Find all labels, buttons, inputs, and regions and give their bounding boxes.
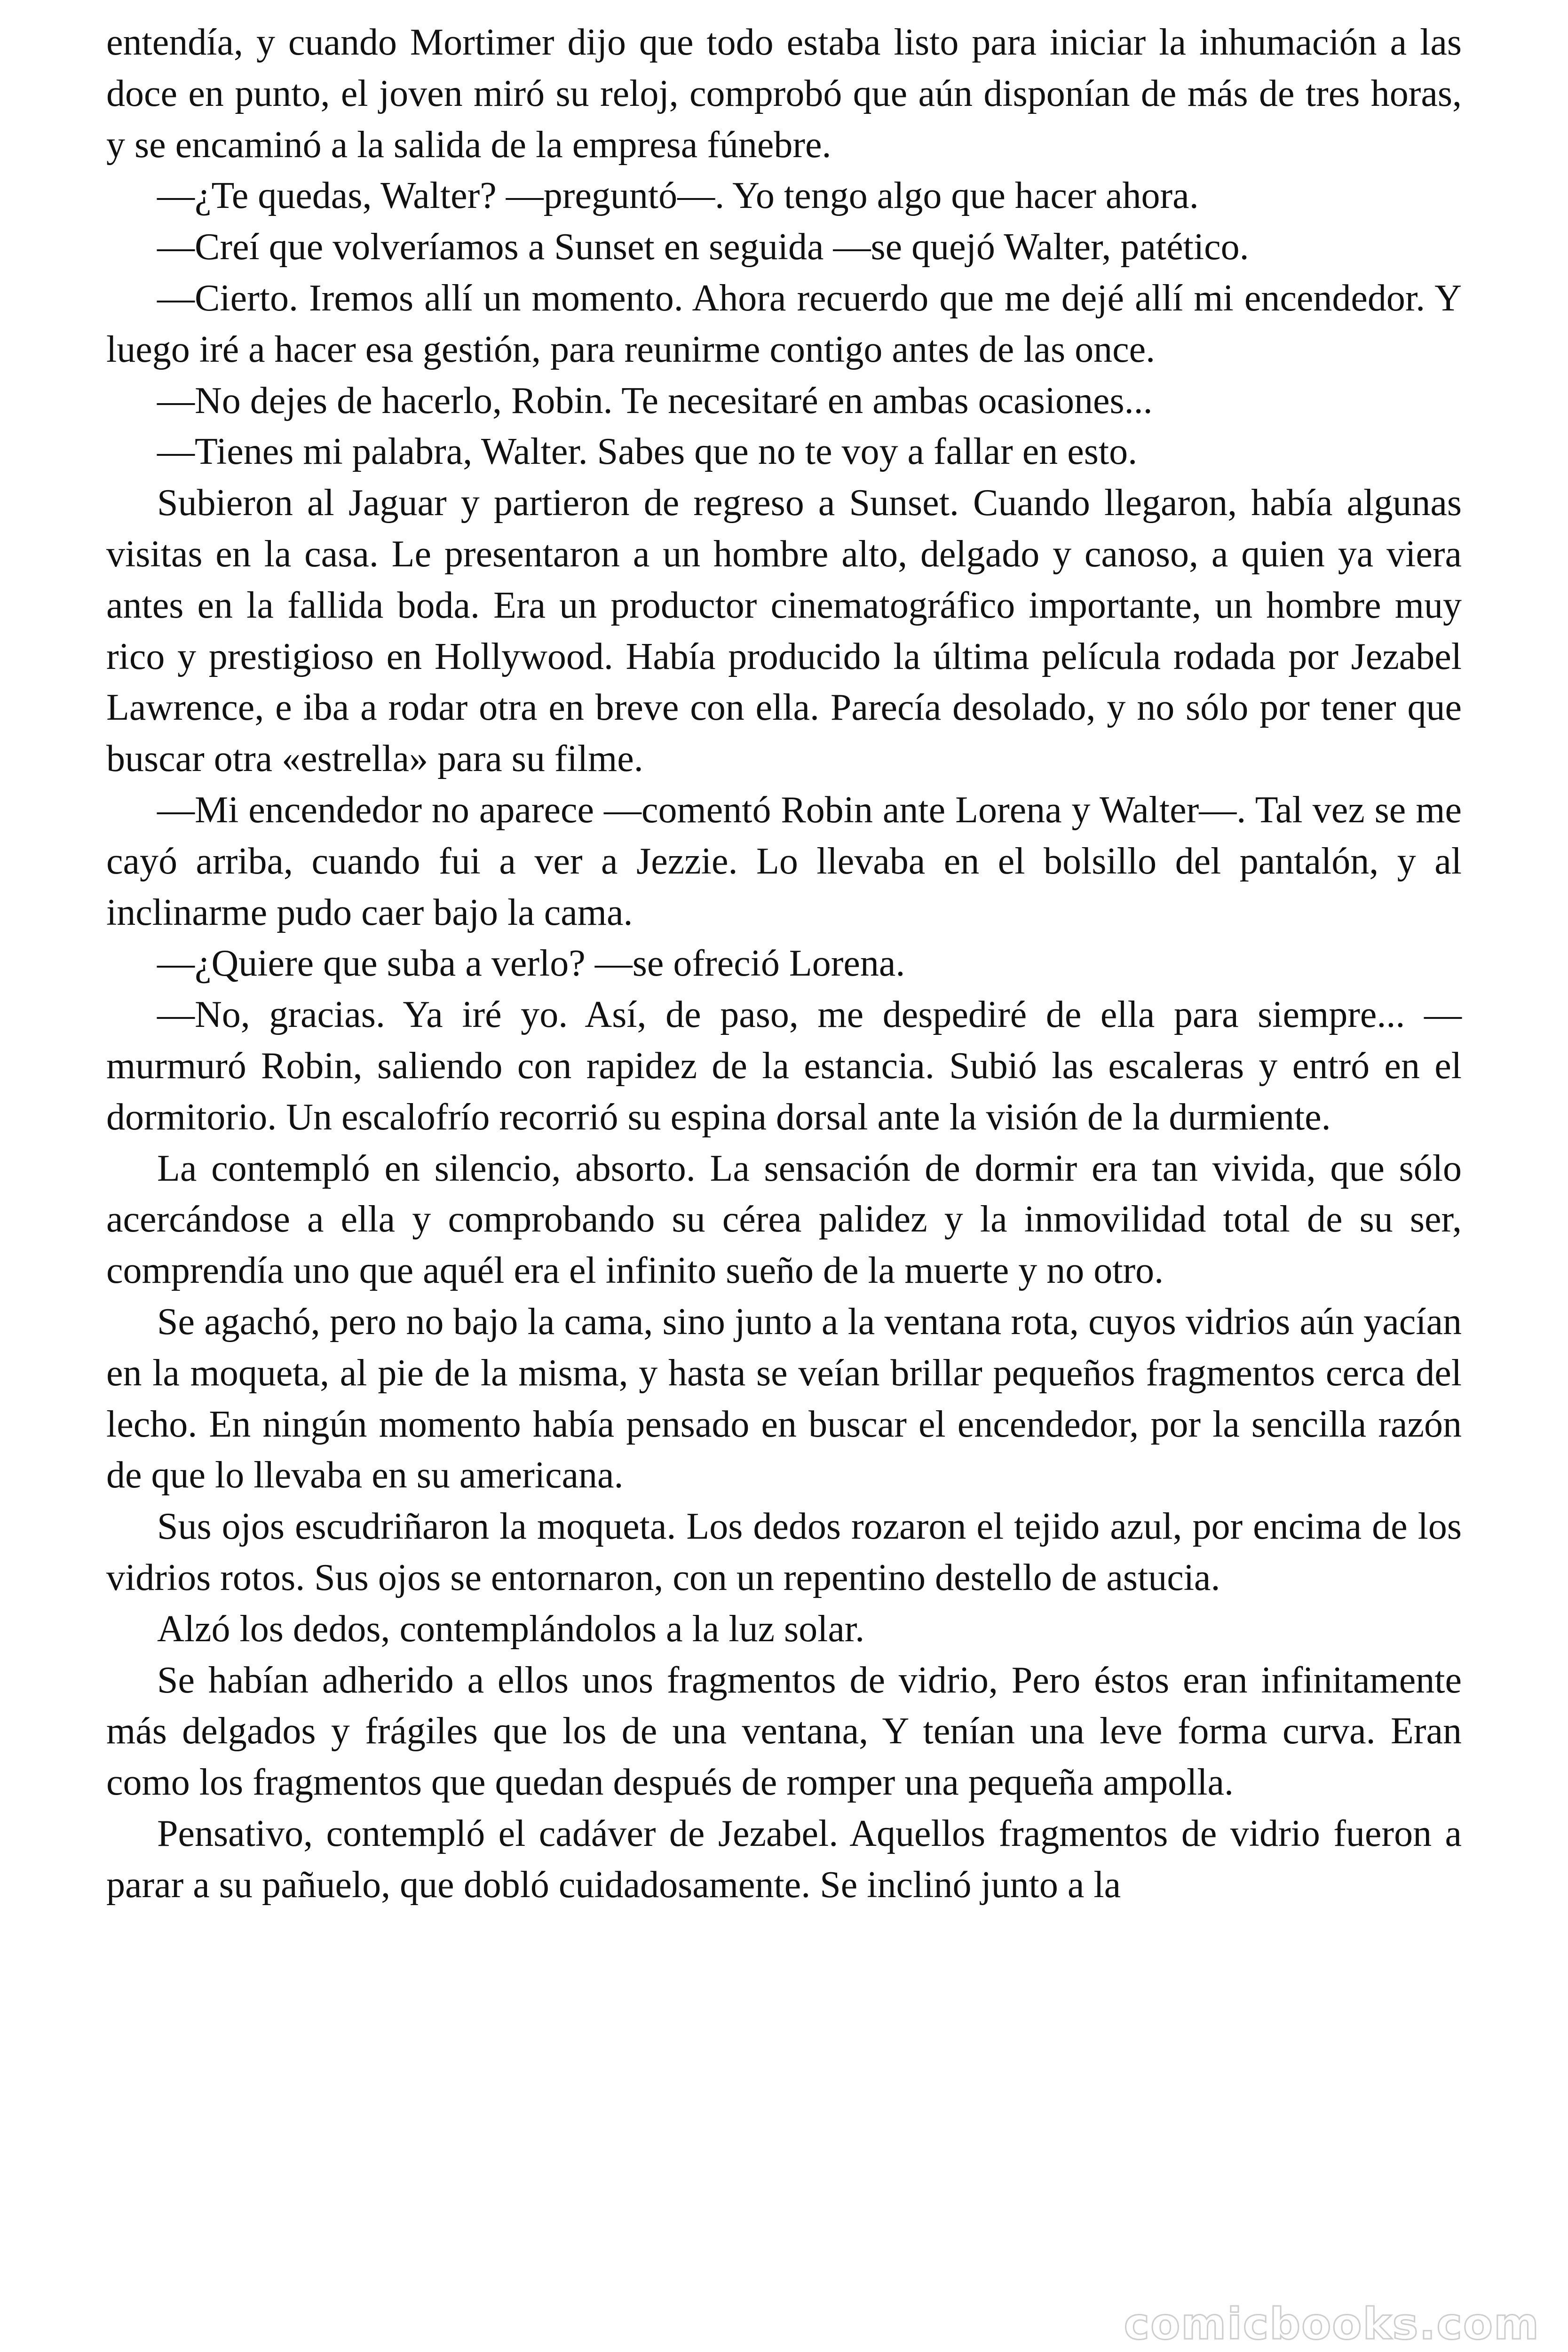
paragraph: —No dejes de hacerlo, Robin. Te necesitaré en ambas ocasiones... xyxy=(157,380,1153,421)
paragraph: —No, gracias. Ya iré yo. Así, de paso, me despediré de ella para siempre... —murmuró Robin, saliendo con rapidez de la estancia. Subió las escaleras y entró en el dormitorio. Un escalofrío recorrió su espina dorsal ante la visión de la durmiente. xyxy=(106,994,1462,1138)
body-text xyxy=(106,17,1462,1910)
paragraph: —Tienes mi palabra, Walter. Sabes que no te voy a fallar en esto. xyxy=(157,431,1138,473)
paragraph: La contempló en silencio, absorto. La sensación de dormir era tan vivida, que sólo acercándose a ella y comprobando su cérea palidez y la inmovilidad total de su ser, comprendía uno que aquél era el infinito sueño de la muerte y no otro. xyxy=(106,1147,1462,1292)
paragraph: Alzó los dedos, contemplándolos a la luz solar. xyxy=(157,1608,865,1650)
paragraph: Sus ojos escudriñaron la moqueta. Los dedos rozaron el tejido azul, por encima de los vidrios rotos. Sus ojos se entornaron, con un repentino destello de astucia. xyxy=(106,1506,1462,1598)
paragraph: Pensativo, contempló el cadáver de Jezabel. Aquellos fragmentos de vidrio fueron a parar a su pañuelo, que dobló cuidadosamente. Se inclinó junto a la xyxy=(106,1812,1462,1906)
paragraph: Se habían adherido a ellos unos fragmentos de vidrio, Pero éstos eran infinitamente más delgados y frágiles que los de una ventana, Y tenían una leve forma curva. Eran como los fragmentos que quedan después de romper una pequeña ampolla. xyxy=(106,1659,1462,1804)
paragraph: —¿Te quedas, Walter? —preguntó—. Yo tengo algo que hacer ahora. xyxy=(157,175,1199,217)
paragraph: —Mi encendedor no aparece —comentó Robin ante Lorena y Walter—. Tal vez se me cayó arriba, cuando fui a ver a Jezzie. Lo llevaba en el bolsillo del pantalón, y al inclinarme pudo caer bajo la cama. xyxy=(106,789,1462,933)
paragraph: entendía, y cuando Mortimer dijo que todo estaba listo para iniciar la inhumación a las doce en punto, el joven miró su reloj, comprobó que aún disponían de más de tres horas, y se encaminó a la salida de la empresa fúnebre. xyxy=(106,22,1462,166)
paragraph: —Cierto. Iremos allí un momento. Ahora recuerdo que me dejé allí mi encendedor. Y luego iré a hacer esa gestión, para reunirme contigo antes de las once. xyxy=(106,277,1462,370)
watermark: comicbooks.com xyxy=(1124,2299,1540,2349)
paragraph: —Creí que volveríamos a Sunset en seguida —se quejó Walter, patético. xyxy=(157,226,1249,268)
paragraph: Se agachó, pero no bajo la cama, sino junto a la ventana rota, cuyos vidrios aún yacían en la moqueta, al pie de la misma, y hasta se veían brillar pequeños fragmentos cerca del lecho. En ningún momento había pensado en buscar el encendedor, por la sencilla razón de que lo llevaba en su americana. xyxy=(106,1301,1462,1496)
paragraph: Subieron al Jaguar y partieron de regreso a Sunset. Cuando llegaron, había algunas visitas en la casa. Le presentaron a un hombre alto, delgado y canoso, a quien ya viera antes en la fallida boda. Era un productor cinematográfico importante, un hombre muy rico y prestigioso en Hollywood. Había producido la última película rodada por Jezabel Lawrence, e iba a rodar otra en breve con ella. Parecía desolado, y no sólo por tener que buscar otra «estrella» para su filme. xyxy=(106,482,1462,780)
paragraph: —¿Quiere que suba a verlo? —se ofreció Lorena. xyxy=(157,943,905,985)
